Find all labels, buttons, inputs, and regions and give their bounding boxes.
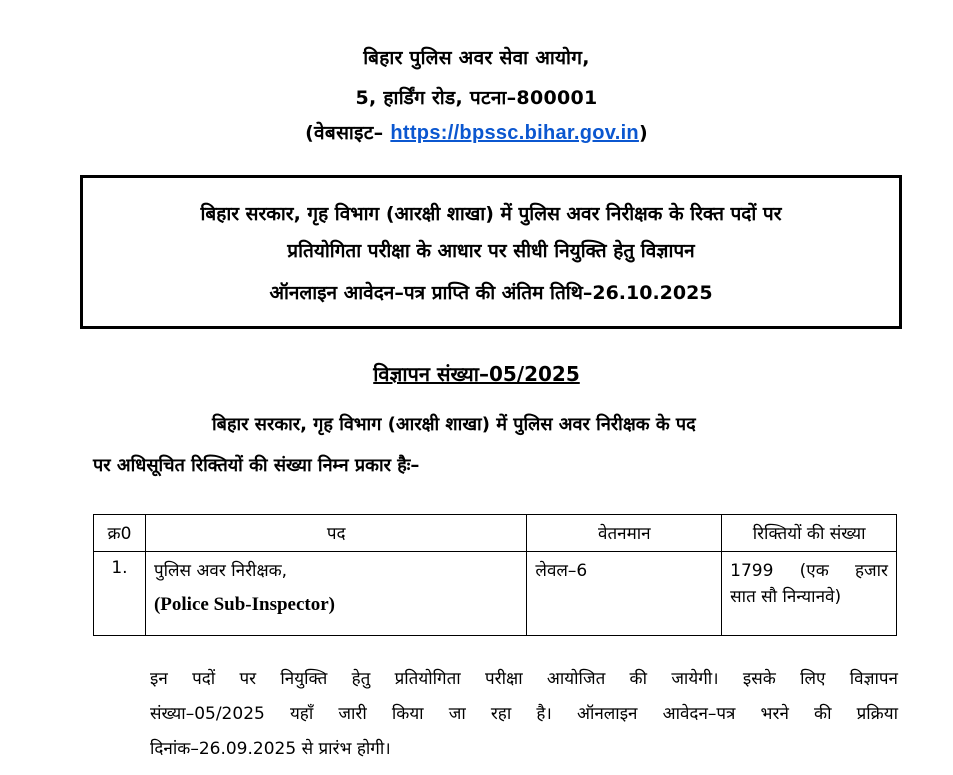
footer-line-2: संख्या–05/2025 यहाँ जारी किया जा रहा है। ऑनलाइन आवेदन–पत्र भरने की प्रक्रिया — [150, 704, 898, 724]
advertisement-number-text: विज्ञापन संख्या–05/2025 — [373, 362, 580, 386]
org-name: बिहार पुलिस अवर सेवा आयोग, — [363, 47, 590, 69]
table-row — [94, 552, 897, 636]
vacancies-line-2: सात सौ निन्यानवे) — [730, 587, 842, 607]
vacancy-table — [93, 514, 897, 636]
notice-box — [80, 175, 902, 329]
col-header-post: पद — [145, 515, 526, 552]
post-hindi: पुलिस अवर निरीक्षक, — [153, 561, 288, 581]
col-header-pay-scale: वेतनमान — [527, 515, 722, 552]
org-address: 5, हार्डिंग रोड, पटना–800001 — [355, 87, 598, 109]
cell-vacancies — [722, 552, 897, 636]
col-header-sno: क्र0 — [94, 515, 146, 552]
advertisement-number — [0, 361, 953, 387]
intro-line-2: पर अधिसूचित रिक्तियों की संख्या निम्न प्रकार हैः– — [93, 455, 420, 476]
col-header-vacancies: रिक्तियों की संख्या — [722, 515, 897, 552]
notice-line-3: ऑनलाइन आवेदन–पत्र प्राप्ति की अंतिम तिथि–26.10.2025 — [269, 282, 713, 304]
vacancies-line-1: 1799 (एक हजार — [730, 561, 888, 581]
post-english: (Police Sub-Inspector) — [153, 594, 335, 615]
cell-sno: 1. — [94, 552, 146, 636]
intro-line-1: बिहार सरकार, गृह विभाग (आरक्षी शाखा) में पुलिस अवर निरीक्षक के पद — [212, 414, 696, 435]
website-line — [0, 121, 953, 145]
website-link[interactable]: https://bpssc.bihar.gov.in — [390, 122, 639, 144]
website-suffix: ) — [638, 122, 648, 144]
footer-line-3: दिनांक–26.09.2025 से प्रारंभ होगी। — [150, 739, 391, 759]
notice-line-1: बिहार सरकार, गृह विभाग (आरक्षी शाखा) में पुलिस अवर निरीक्षक के रिक्त पदों पर — [200, 203, 782, 225]
website-prefix: (वेबसाइट– — [305, 122, 384, 144]
notice-line-2: प्रतियोगिता परीक्षा के आधार पर सीधी नियुक्ति हेतु विज्ञापन — [287, 240, 695, 262]
cell-post — [145, 552, 526, 636]
footer-line-1: इन पदों पर नियुक्ति हेतु प्रतियोगिता परीक्षा आयोजित की जायेगी। इसके लिए विज्ञापन — [150, 669, 898, 689]
table-header-row — [94, 515, 897, 552]
cell-pay-scale: लेवल–6 — [527, 552, 722, 636]
